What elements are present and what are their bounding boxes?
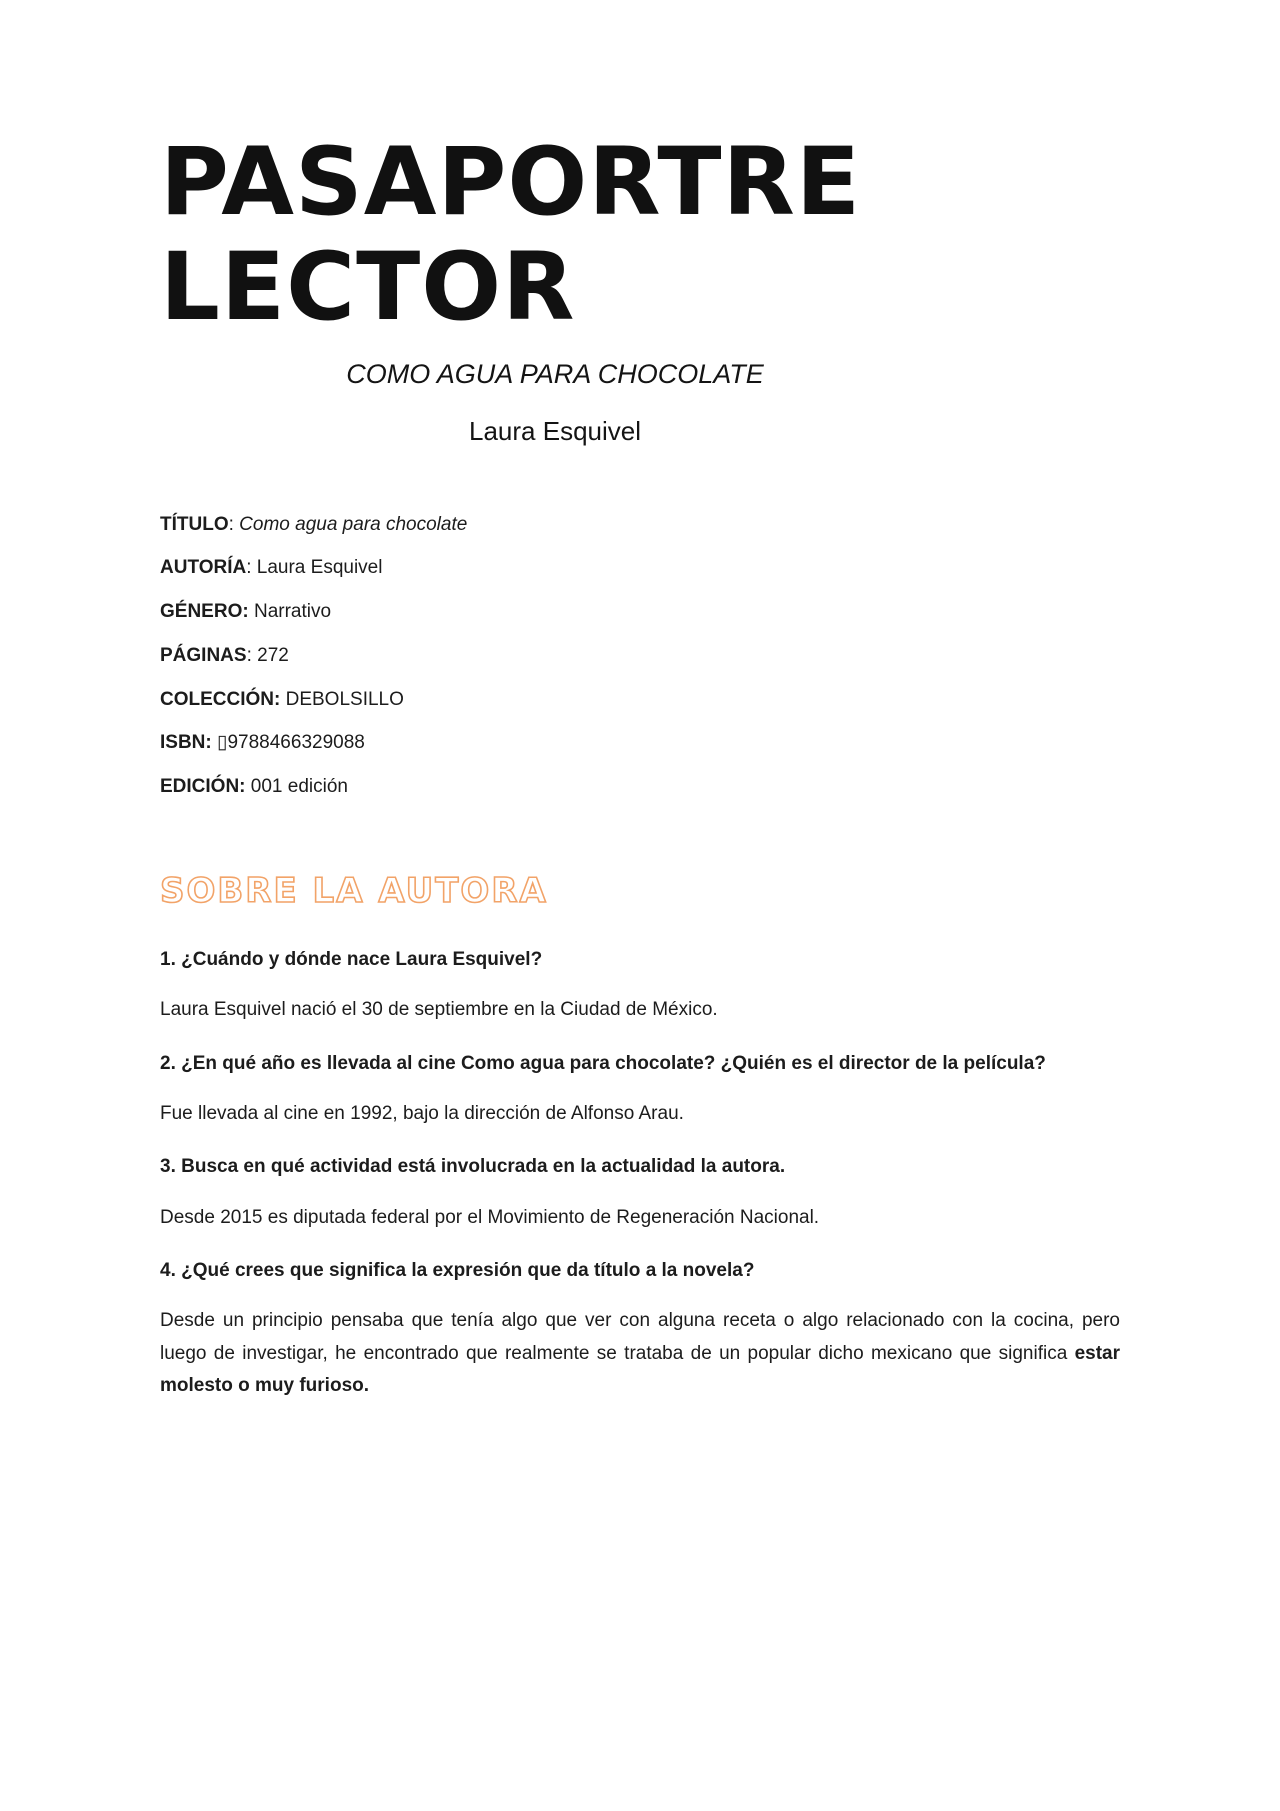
- title-subblock: [160, 359, 950, 447]
- page-title-line2: LECTOR: [160, 233, 576, 343]
- metadata-value: Como agua para chocolate: [239, 513, 468, 535]
- answer-3: Desde 2015 es diputada federal por el Movimiento de Regeneración Nacional.: [160, 1206, 820, 1228]
- metadata-row-coleccion: [160, 688, 1120, 712]
- answer-4: [160, 1305, 1120, 1402]
- answer-4-bold: estar molesto o muy furioso.: [160, 1342, 1120, 1397]
- book-subtitle: COMO AGUA PARA CHOCOLATE: [346, 358, 764, 389]
- metadata-value: DEBOLSILLO: [285, 688, 404, 710]
- metadata-colon: :: [228, 513, 240, 535]
- metadata-label: COLECCIÓN:: [160, 688, 281, 710]
- metadata-value: Laura Esquivel: [256, 557, 383, 579]
- page-title-line1: PASAPORTRE: [160, 128, 862, 237]
- answer-4-regular: Desde un principio pensaba que tenía algo que ver con alguna receta o algo relacionado con la cocina, pero luego de investigar, he encontrado que realmente se trataba de un popular dicho mexicano que significa: [160, 1310, 1120, 1364]
- answer-2: Fue llevada al cine en 1992, bajo la dirección de Alfonso Arau.: [160, 1102, 684, 1124]
- metadata-row-autoria: [160, 556, 1120, 580]
- question-3: 3. Busca en qué actividad está involucrada en la actualidad la autora.: [160, 1156, 786, 1178]
- metadata-row-isbn: [160, 731, 1120, 755]
- question-4: 4. ¿Qué crees que significa la expresión que da título a la novela?: [160, 1259, 755, 1281]
- metadata-value: 272: [257, 644, 289, 666]
- author-name: Laura Esquivel: [469, 415, 641, 446]
- metadata-label: TÍTULO: [160, 513, 229, 535]
- section-heading-sobre-la-autora: SOBRE LA AUTORA: [160, 870, 548, 911]
- question-1: 1. ¿Cuándo y dónde nace Laura Esquivel?: [160, 948, 543, 970]
- metadata-row-genero: [160, 600, 1120, 624]
- metadata-row-paginas: [160, 644, 1120, 668]
- metadata-block: [160, 513, 1120, 799]
- metadata-value: Narrativo: [253, 601, 332, 623]
- metadata-colon: :: [246, 644, 258, 666]
- page-title: [160, 130, 1120, 341]
- metadata-row-titulo: [160, 513, 1120, 537]
- question-2: 2. ¿En qué año es llevada al cine Como agua para chocolate? ¿Quién es el director de la película?: [160, 1052, 1046, 1074]
- metadata-label: AUTORÍA: [160, 557, 247, 579]
- answer-1: Laura Esquivel nació el 30 de septiembre en la Ciudad de México.: [160, 999, 718, 1021]
- qa-list: [160, 945, 1120, 1403]
- metadata-row-edicion: [160, 775, 1120, 799]
- metadata-label: GÉNERO:: [160, 601, 249, 623]
- metadata-label: EDICIÓN:: [160, 776, 246, 798]
- metadata-value: ▯9788466329088: [217, 732, 365, 754]
- metadata-label: PÁGINAS: [160, 644, 247, 666]
- metadata-value: 001 edición: [250, 776, 348, 798]
- metadata-colon: :: [246, 557, 257, 579]
- metadata-label: ISBN:: [160, 732, 212, 754]
